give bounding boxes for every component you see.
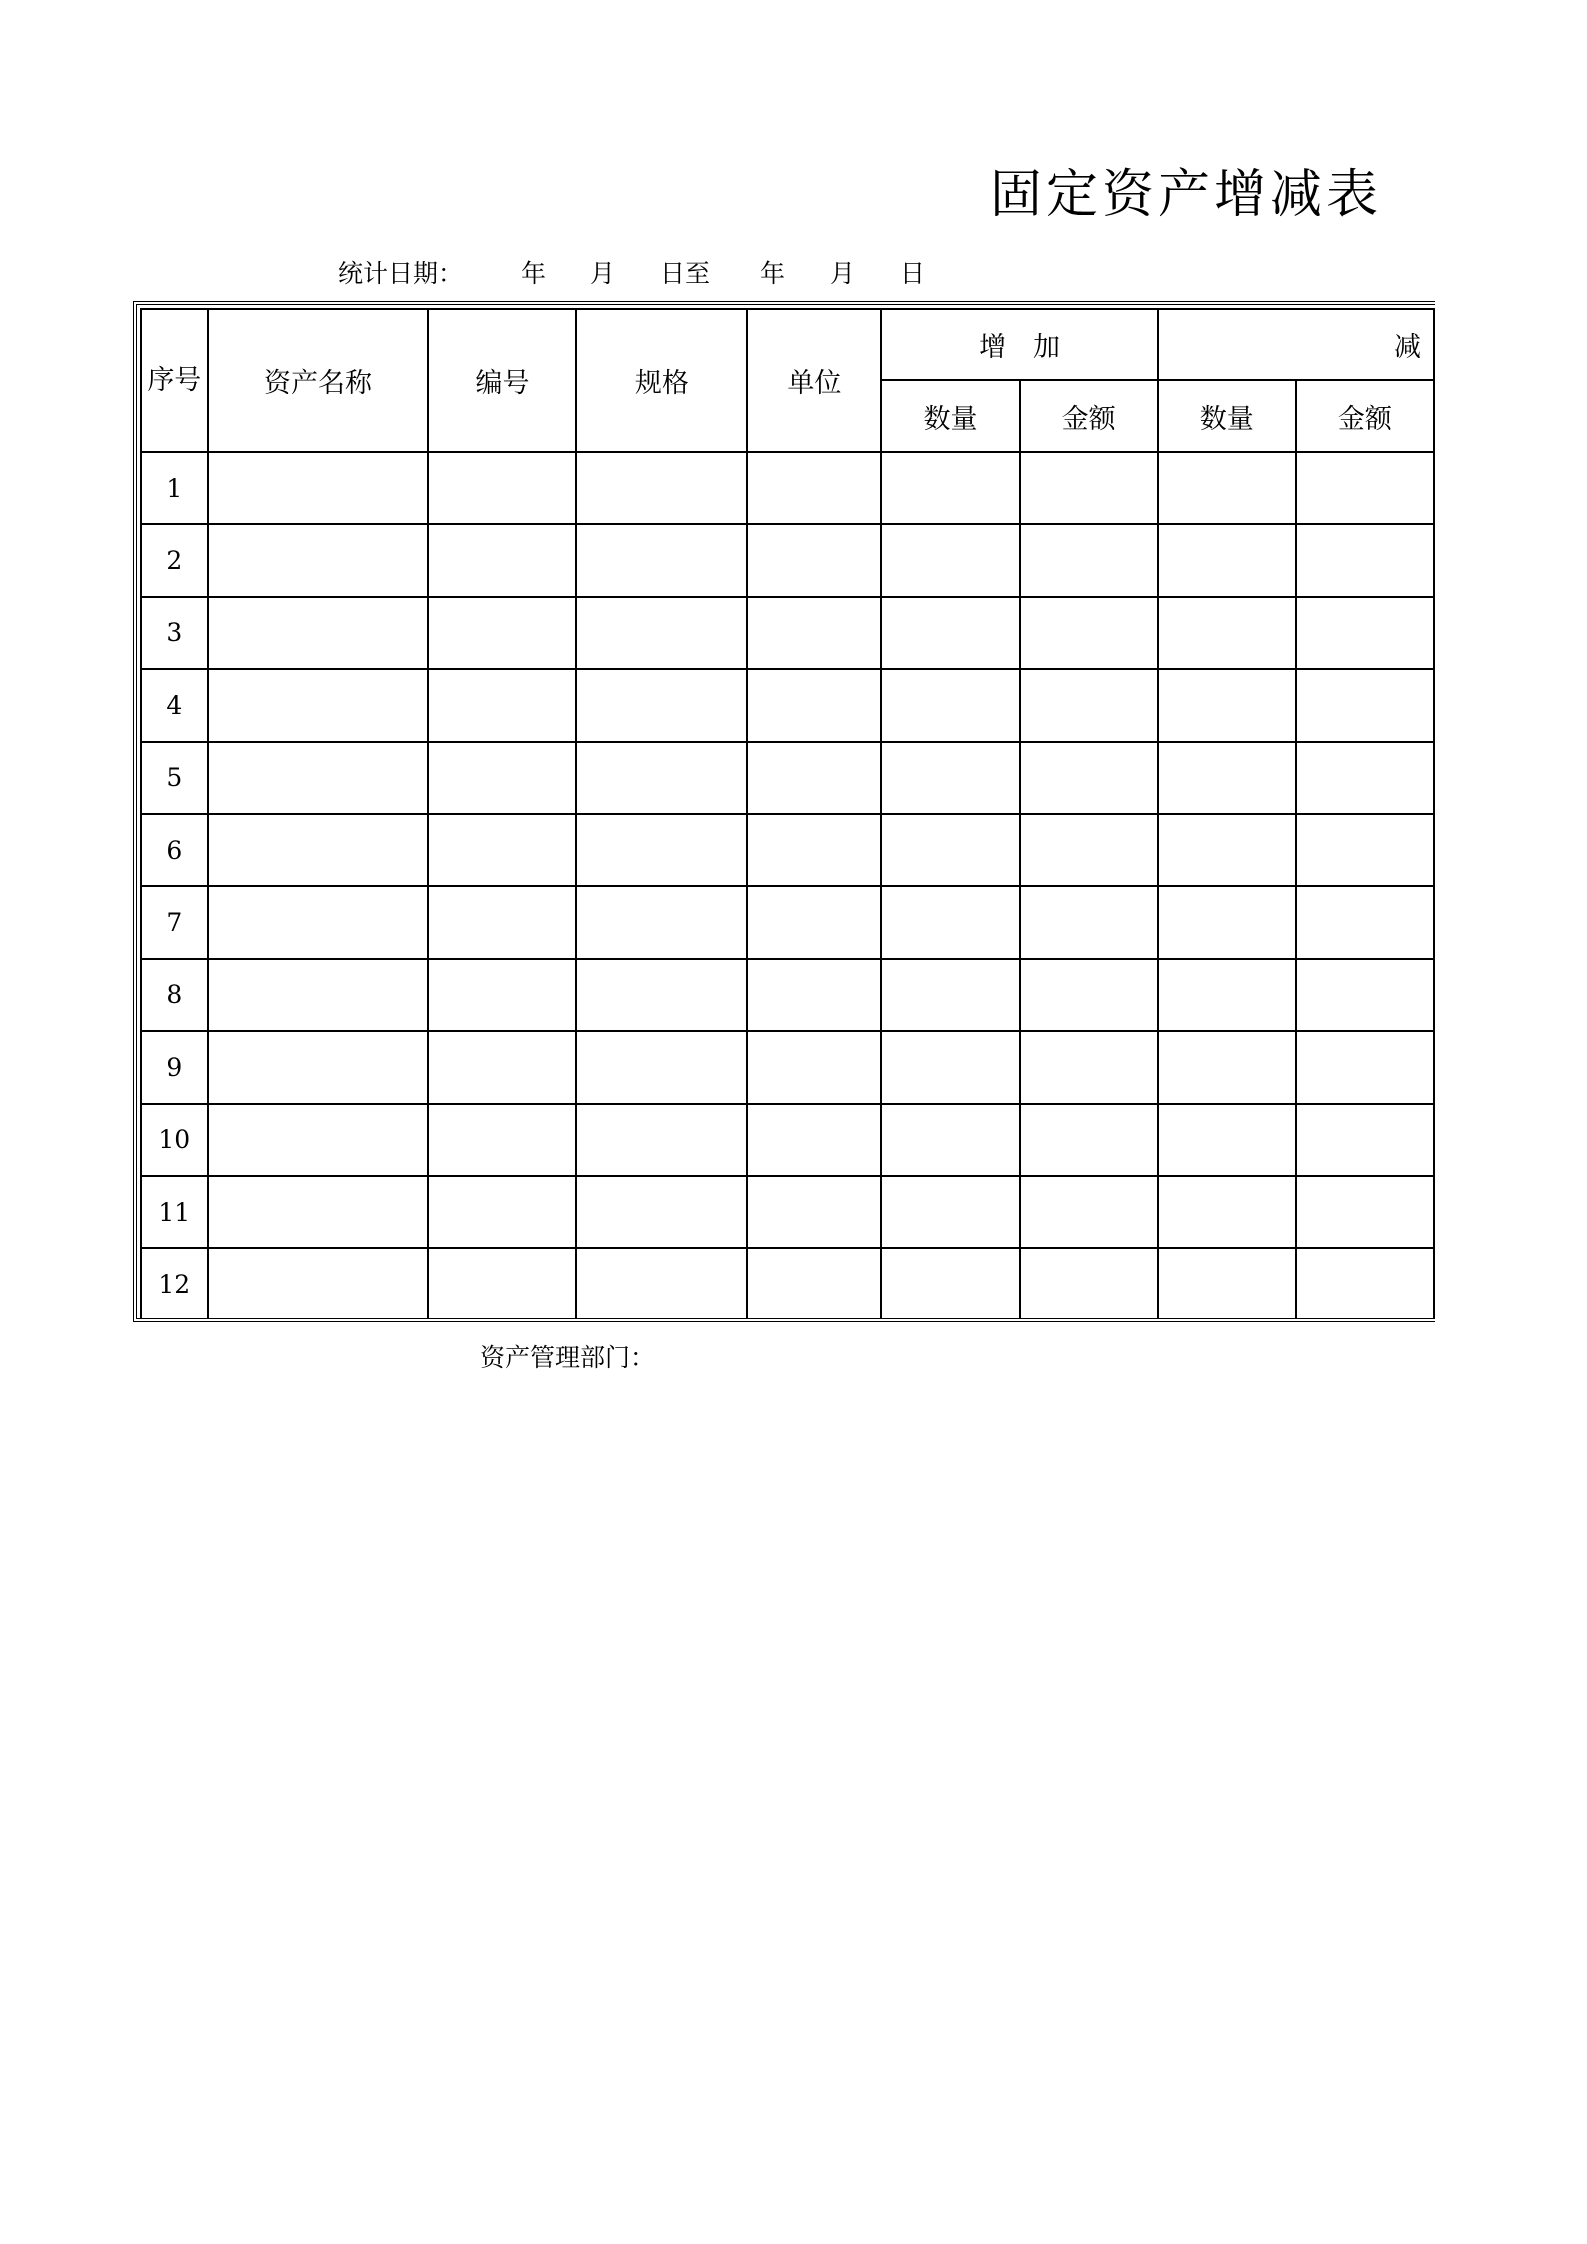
cell-spec[interactable] — [576, 1104, 747, 1176]
cell-dec-qty[interactable] — [1158, 1248, 1296, 1320]
table-row — [141, 452, 1434, 524]
table-body — [141, 452, 1434, 1321]
stat-date-label: 统计日期： — [338, 259, 464, 288]
cell-unit[interactable] — [747, 742, 881, 814]
cell-inc-amount[interactable] — [1020, 1104, 1158, 1176]
header-code: 编号 — [428, 309, 576, 452]
table-row — [141, 524, 1434, 596]
row-seq-number: 9 — [141, 1031, 208, 1103]
cell-inc-amount[interactable] — [1020, 669, 1158, 741]
cell-code[interactable] — [428, 524, 576, 596]
cell-code[interactable] — [428, 452, 576, 524]
cell-name[interactable] — [208, 452, 429, 524]
cell-dec-amount[interactable] — [1296, 669, 1434, 741]
cell-inc-amount[interactable] — [1020, 452, 1158, 524]
header-asset-name: 资产名称 — [208, 309, 429, 452]
cell-dec-qty[interactable] — [1158, 1031, 1296, 1103]
cell-unit[interactable] — [747, 597, 881, 669]
cell-inc-qty[interactable] — [881, 742, 1019, 814]
cell-dec-amount[interactable] — [1296, 886, 1434, 958]
cell-dec-amount[interactable] — [1296, 1104, 1434, 1176]
cell-inc-qty[interactable] — [881, 597, 1019, 669]
stat-date-day-1: 日至 — [660, 259, 711, 288]
cell-dec-amount[interactable] — [1296, 597, 1434, 669]
cell-inc-amount[interactable] — [1020, 742, 1158, 814]
cell-name[interactable] — [208, 1176, 429, 1248]
header-increase-amount: 金额 — [1020, 380, 1158, 452]
asset-change-table — [140, 308, 1435, 1322]
cell-code[interactable] — [428, 1248, 576, 1320]
header-decrease-qty: 数量 — [1158, 380, 1296, 452]
cell-name[interactable] — [208, 886, 429, 958]
row-seq-number: 5 — [141, 742, 208, 814]
cell-code[interactable] — [428, 597, 576, 669]
cell-inc-qty[interactable] — [881, 1176, 1019, 1248]
cell-inc-qty[interactable] — [881, 959, 1019, 1031]
cell-spec[interactable] — [576, 524, 747, 596]
cell-dec-amount[interactable] — [1296, 524, 1434, 596]
cell-spec[interactable] — [576, 814, 747, 886]
cell-inc-qty[interactable] — [881, 1031, 1019, 1103]
cell-name[interactable] — [208, 1104, 429, 1176]
cell-name[interactable] — [208, 524, 429, 596]
cell-spec[interactable] — [576, 886, 747, 958]
cell-inc-amount[interactable] — [1020, 1248, 1158, 1320]
row-seq-number: 2 — [141, 524, 208, 596]
cell-unit[interactable] — [747, 886, 881, 958]
cell-code[interactable] — [428, 886, 576, 958]
cell-dec-amount[interactable] — [1296, 1248, 1434, 1320]
cell-dec-amount[interactable] — [1296, 959, 1434, 1031]
cell-unit[interactable] — [747, 959, 881, 1031]
cell-unit[interactable] — [747, 452, 881, 524]
asset-table-frame — [133, 301, 1435, 1322]
page-title: 固定资产增减表 — [990, 165, 1383, 225]
cell-unit[interactable] — [747, 524, 881, 596]
row-seq-number: 7 — [141, 886, 208, 958]
table-row — [141, 1104, 1434, 1176]
cell-spec[interactable] — [576, 597, 747, 669]
cell-code[interactable] — [428, 1176, 576, 1248]
cell-inc-amount[interactable] — [1020, 524, 1158, 596]
cell-spec[interactable] — [576, 669, 747, 741]
asset-dept-label: 资产管理部门： — [480, 1343, 656, 1372]
cell-dec-qty[interactable] — [1158, 452, 1296, 524]
cell-inc-qty[interactable] — [881, 886, 1019, 958]
table-row — [141, 1176, 1434, 1248]
cell-name[interactable] — [208, 959, 429, 1031]
header-increase-qty: 数量 — [881, 380, 1019, 452]
row-seq-number: 4 — [141, 669, 208, 741]
header-decrease-amount: 金额 — [1296, 380, 1434, 452]
cell-name[interactable] — [208, 597, 429, 669]
header-seq: 序号 — [141, 309, 208, 452]
stat-date-day-2: 日 — [900, 259, 926, 288]
cell-unit[interactable] — [747, 669, 881, 741]
cell-dec-qty[interactable] — [1158, 886, 1296, 958]
row-seq-number: 12 — [141, 1248, 208, 1320]
table-row — [141, 959, 1434, 1031]
stat-date-year-1: 年 — [521, 259, 547, 288]
table-row — [141, 886, 1434, 958]
row-seq-number: 11 — [141, 1176, 208, 1248]
cell-spec[interactable] — [576, 452, 747, 524]
header-decrease: 减 — [1158, 309, 1434, 380]
cell-spec[interactable] — [576, 1176, 747, 1248]
stat-date-month-2: 月 — [830, 259, 856, 288]
cell-dec-qty[interactable] — [1158, 959, 1296, 1031]
cell-inc-qty[interactable] — [881, 814, 1019, 886]
cell-dec-qty[interactable] — [1158, 597, 1296, 669]
header-unit: 单位 — [747, 309, 881, 452]
cell-inc-qty[interactable] — [881, 524, 1019, 596]
cell-name[interactable] — [208, 669, 429, 741]
row-seq-number: 8 — [141, 959, 208, 1031]
stat-date-year-2: 年 — [760, 259, 786, 288]
table-row — [141, 742, 1434, 814]
cell-dec-qty[interactable] — [1158, 524, 1296, 596]
cell-spec[interactable] — [576, 1031, 747, 1103]
cell-inc-amount[interactable] — [1020, 886, 1158, 958]
cell-name[interactable] — [208, 1248, 429, 1320]
cell-unit[interactable] — [747, 1248, 881, 1320]
table-row — [141, 814, 1434, 886]
cell-name[interactable] — [208, 742, 429, 814]
cell-inc-amount[interactable] — [1020, 597, 1158, 669]
cell-unit[interactable] — [747, 1104, 881, 1176]
cell-unit[interactable] — [747, 814, 881, 886]
stat-date-month-1: 月 — [590, 259, 616, 288]
cell-spec[interactable] — [576, 1248, 747, 1320]
cell-code[interactable] — [428, 742, 576, 814]
cell-inc-amount[interactable] — [1020, 1031, 1158, 1103]
cell-name[interactable] — [208, 814, 429, 886]
cell-spec[interactable] — [576, 959, 747, 1031]
cell-dec-qty[interactable] — [1158, 669, 1296, 741]
cell-code[interactable] — [428, 669, 576, 741]
cell-dec-qty[interactable] — [1158, 1104, 1296, 1176]
cell-inc-amount[interactable] — [1020, 959, 1158, 1031]
cell-code[interactable] — [428, 1031, 576, 1103]
row-seq-number: 3 — [141, 597, 208, 669]
cell-code[interactable] — [428, 814, 576, 886]
cell-dec-amount[interactable] — [1296, 814, 1434, 886]
table-row — [141, 597, 1434, 669]
cell-unit[interactable] — [747, 1176, 881, 1248]
table-row — [141, 669, 1434, 741]
cell-code[interactable] — [428, 959, 576, 1031]
cell-unit[interactable] — [747, 1031, 881, 1103]
cell-inc-qty[interactable] — [881, 669, 1019, 741]
cell-inc-qty[interactable] — [881, 1248, 1019, 1320]
cell-dec-amount[interactable] — [1296, 742, 1434, 814]
cell-dec-qty[interactable] — [1158, 1176, 1296, 1248]
cell-inc-qty[interactable] — [881, 452, 1019, 524]
cell-dec-amount[interactable] — [1296, 1176, 1434, 1248]
cell-dec-amount[interactable] — [1296, 452, 1434, 524]
header-spec: 规格 — [576, 309, 747, 452]
header-increase: 增 加 — [881, 309, 1157, 380]
cell-inc-qty[interactable] — [881, 1104, 1019, 1176]
cell-dec-qty[interactable] — [1158, 742, 1296, 814]
cell-code[interactable] — [428, 1104, 576, 1176]
cell-inc-amount[interactable] — [1020, 814, 1158, 886]
cell-name[interactable] — [208, 1031, 429, 1103]
cell-dec-qty[interactable] — [1158, 814, 1296, 886]
table-row — [141, 1248, 1434, 1320]
row-seq-number: 1 — [141, 452, 208, 524]
table-row — [141, 1031, 1434, 1103]
cell-inc-amount[interactable] — [1020, 1176, 1158, 1248]
row-seq-number: 6 — [141, 814, 208, 886]
row-seq-number: 10 — [141, 1104, 208, 1176]
cell-dec-amount[interactable] — [1296, 1031, 1434, 1103]
cell-spec[interactable] — [576, 742, 747, 814]
